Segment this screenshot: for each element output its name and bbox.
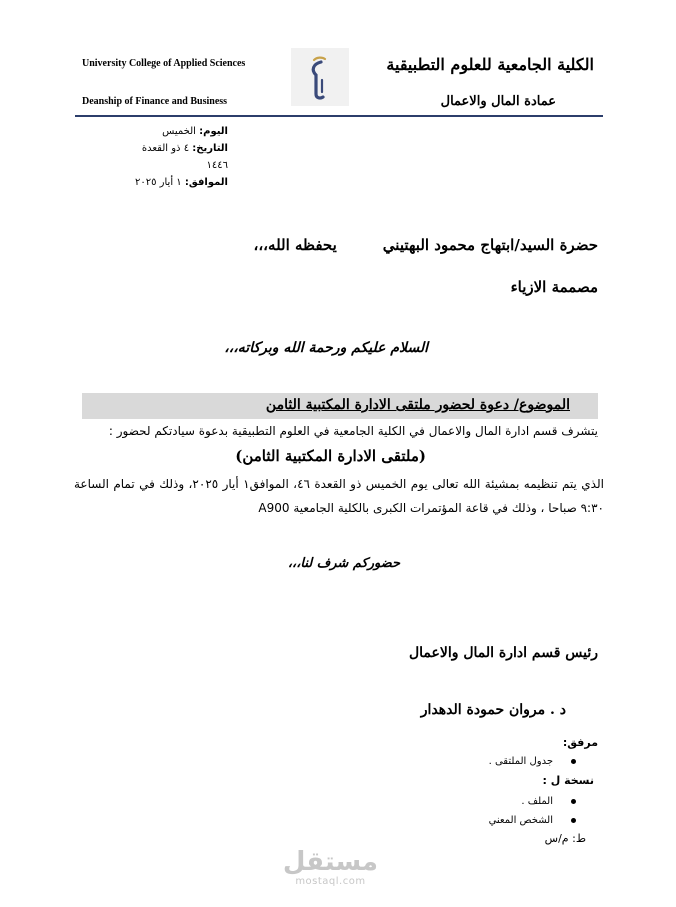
bullet-icon: [571, 799, 576, 804]
college-name-arabic: الكلية الجامعية للعلوم التطبيقية: [386, 55, 594, 74]
watermark-url: mostaql.com: [295, 876, 366, 887]
bullet-icon: [571, 759, 576, 764]
copy-text: الشخص المعني: [488, 815, 553, 826]
attachment-item: [489, 756, 576, 767]
equiv-value: ١ أيار ٢٠٢٥: [135, 177, 185, 188]
date-label: التاريخ:: [192, 143, 228, 154]
closing-phrase: حضوركم شرف لنا،،،: [287, 556, 400, 571]
college-logo: [291, 48, 349, 106]
copy-item: [489, 815, 576, 826]
gregorian-date-row: [120, 174, 228, 191]
forum-name: (ملتقى الادارة المكتبية الثامن): [235, 447, 426, 465]
deanship-name-english: Deanship of Finance and Business: [82, 96, 228, 107]
college-name-english: University College of Applied Sciences: [82, 58, 246, 69]
watermark-arabic: مستقل: [282, 847, 378, 877]
attachments-label: مرفق:: [562, 736, 598, 749]
recipient-blessing: يحفظه الله،،،: [253, 236, 337, 254]
equiv-label: الموافق:: [184, 177, 228, 188]
date-value: ٤ ذو القعدة ١٤٤٦: [141, 143, 228, 171]
recipient-name: حضرة السيد/ابتهاج محمود البهتيني: [382, 236, 598, 254]
invitation-intro: يتشرف قسم ادارة المال والاعمال في الكلية الجامعية في العلوم التطبيقية بدعوة سيادتكم لحضور :: [108, 424, 598, 438]
copy-item: [521, 796, 576, 807]
date-block: [120, 123, 228, 191]
signatory-title: رئيس قسم ادارة المال والاعمال: [408, 645, 598, 661]
logo-icon: [291, 48, 349, 106]
day-row: [120, 123, 228, 140]
copy-text: الملف .: [521, 796, 553, 807]
greeting: السلام عليكم ورحمة الله وبركاته،،،: [224, 340, 428, 356]
day-value: الخميس: [162, 126, 200, 137]
bullet-icon: [571, 818, 576, 823]
signatory-name: د . مروان حمودة الدهدار: [420, 702, 566, 718]
header-divider: [75, 115, 603, 117]
watermark: [283, 848, 378, 887]
copies-label: نسخة ل :: [542, 774, 594, 787]
attachment-text: جدول الملتقى .: [488, 756, 553, 767]
day-label: اليوم:: [199, 126, 228, 137]
reference-initials: ط: م/س: [544, 832, 586, 845]
invitation-details: الذي يتم تنظيمه بمشيئة الله تعالى يوم الخميس ذو القعدة ٤٦، الموافق١ أيار ٢٠٢٥، وذلك في تمام الساعة ٩:٣٠ صباحا ، وذلك في قاعة المؤتمرات الكبرى بالكلية الجامعية A900: [74, 477, 604, 515]
subject-line: الموضوع/ دعوة لحضور ملتقى الادارة المكتبية الثامن: [265, 397, 570, 413]
recipient-title: مصممة الازياء: [510, 278, 598, 296]
hijri-date-row: [120, 140, 228, 174]
deanship-name-arabic: عمادة المال والاعمال: [440, 94, 556, 109]
recipient-line: [254, 236, 599, 254]
